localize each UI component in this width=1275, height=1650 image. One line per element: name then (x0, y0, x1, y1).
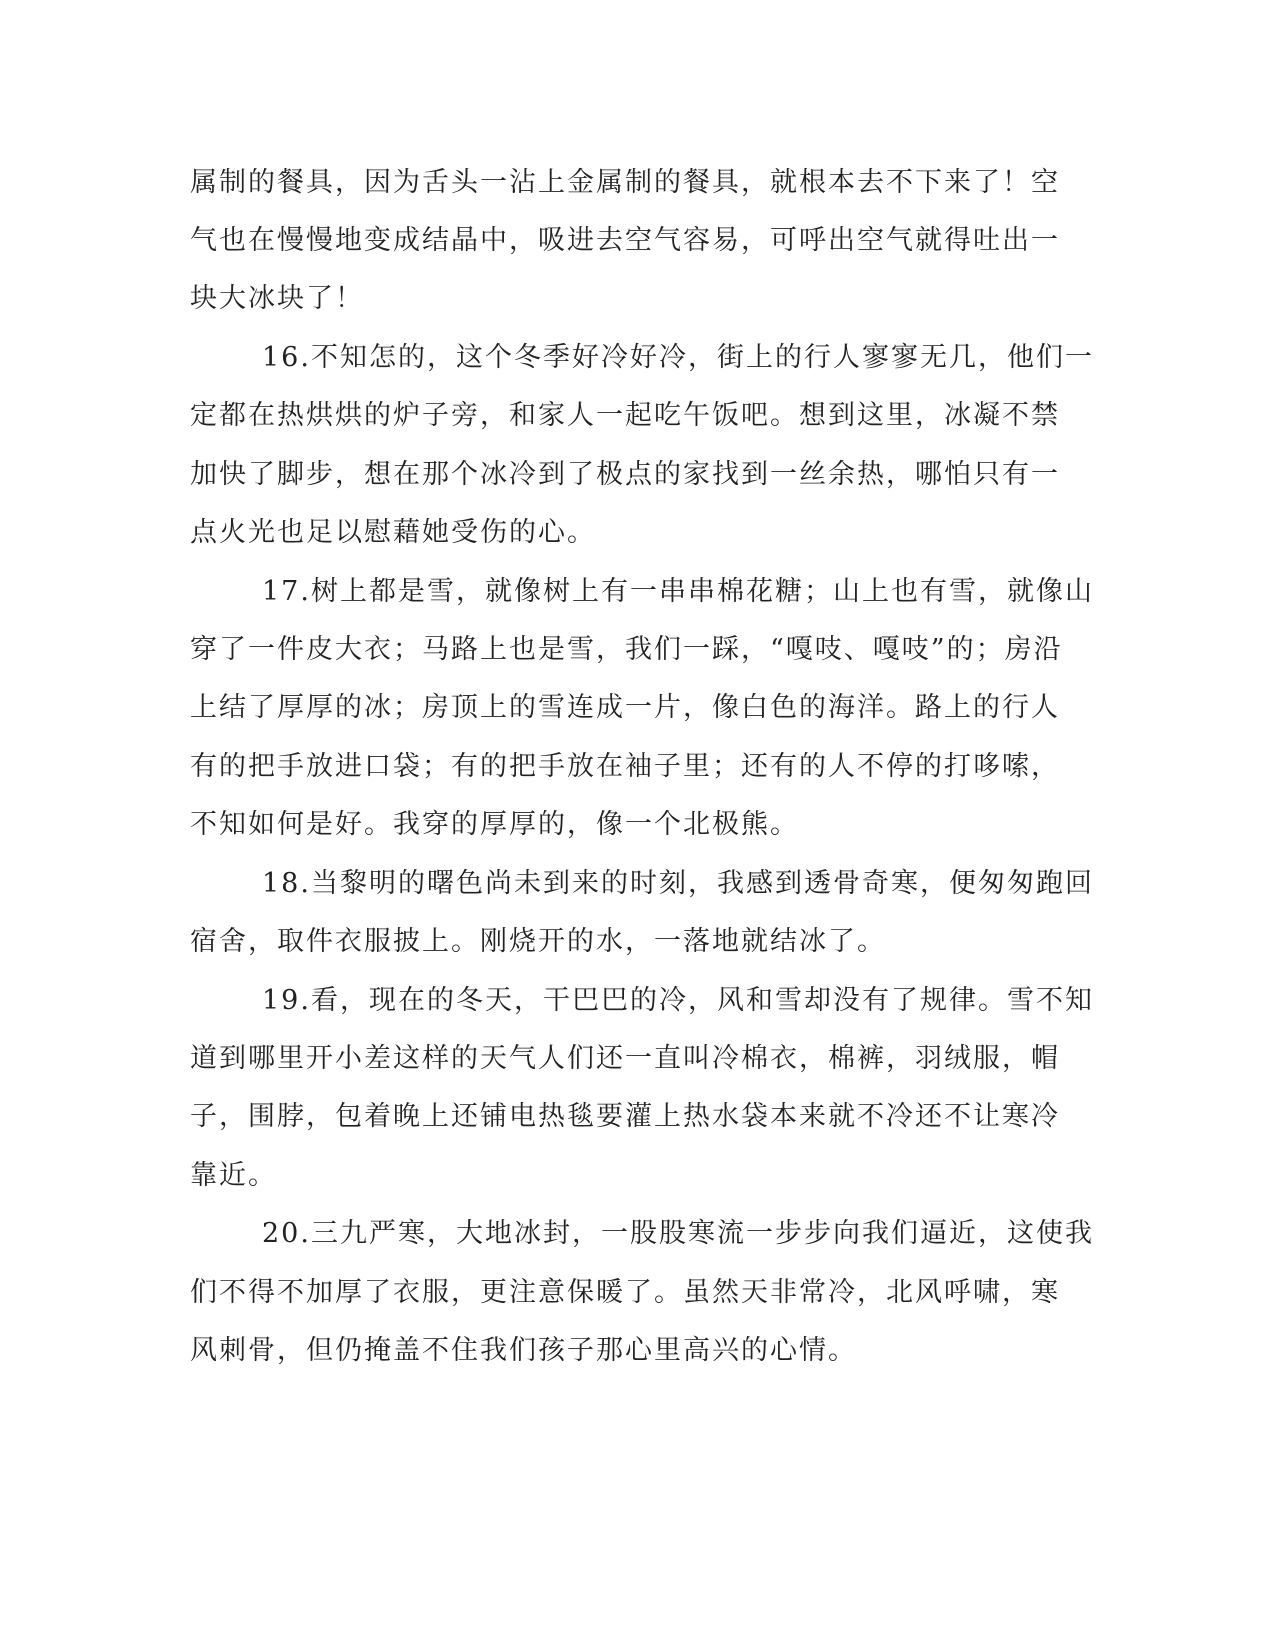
text-line: 定都在热烘烘的炉子旁，和家人一起吃午饭吧。想到这里，冰凝不禁 (190, 400, 1060, 431)
text-line: 靠近。 (190, 1160, 277, 1191)
text-line: 穿了一件皮大衣；马路上也是雪，我们一踩，“嘎吱、嘎吱”的；房沿 (190, 634, 1063, 665)
paragraph-18-first-line: 18.当黎明的曙色尚未到来的时刻，我感到透骨奇寒，便匆匆跑回 (262, 868, 1094, 899)
text-line: 不知如何是好。我穿的厚厚的，像一个北极熊。 (190, 809, 799, 840)
text-line: 属制的餐具，因为舌头一沾上金属制的餐具，就根本去不下来了！空 (190, 167, 1060, 198)
text-line: 子，围脖，包着晚上还铺电热毯要灌上热水袋本来就不冷还不让寒冷 (190, 1101, 1060, 1132)
paragraph-17-first-line: 17.树上都是雪，就像树上有一串串棉花糖；山上也有雪，就像山 (262, 576, 1094, 607)
text-line: 上结了厚厚的冰；房顶上的雪连成一片，像白色的海洋。路上的行人 (190, 692, 1060, 723)
text-line: 风刺骨，但仍掩盖不住我们孩子那心里高兴的心情。 (190, 1335, 857, 1366)
text-line: 们不得不加厚了衣服，更注意保暖了。虽然天非常冷，北风呼啸，寒 (190, 1277, 1060, 1308)
paragraph-19-first-line: 19.看，现在的冬天，干巴巴的冷，风和雪却没有了规律。雪不知 (262, 985, 1094, 1016)
paragraph-20-first-line: 20.三九严寒，大地冰封，一股股寒流一步步向我们逼近，这使我 (262, 1218, 1094, 1249)
text-line: 块大冰块了！ (190, 283, 364, 314)
text-line: 气也在慢慢地变成结晶中，吸进去空气容易，可呼出空气就得吐出一 (190, 225, 1060, 256)
paragraph-16-first-line: 16.不知怎的，这个冬季好冷好冷，街上的行人寥寥无几，他们一 (262, 342, 1094, 373)
text-line: 道到哪里开小差这样的天气人们还一直叫冷棉衣，棉裤，羽绒服，帽 (190, 1043, 1060, 1074)
text-line: 加快了脚步，想在那个冰冷到了极点的家找到一丝余热，哪怕只有一 (190, 459, 1060, 490)
text-line: 宿舍，取件衣服披上。刚烧开的水，一落地就结冰了。 (190, 926, 886, 957)
text-line: 有的把手放进口袋；有的把手放在袖子里；还有的人不停的打哆嗦， (190, 751, 1060, 782)
text-line: 点火光也足以慰藉她受伤的心。 (190, 517, 596, 548)
